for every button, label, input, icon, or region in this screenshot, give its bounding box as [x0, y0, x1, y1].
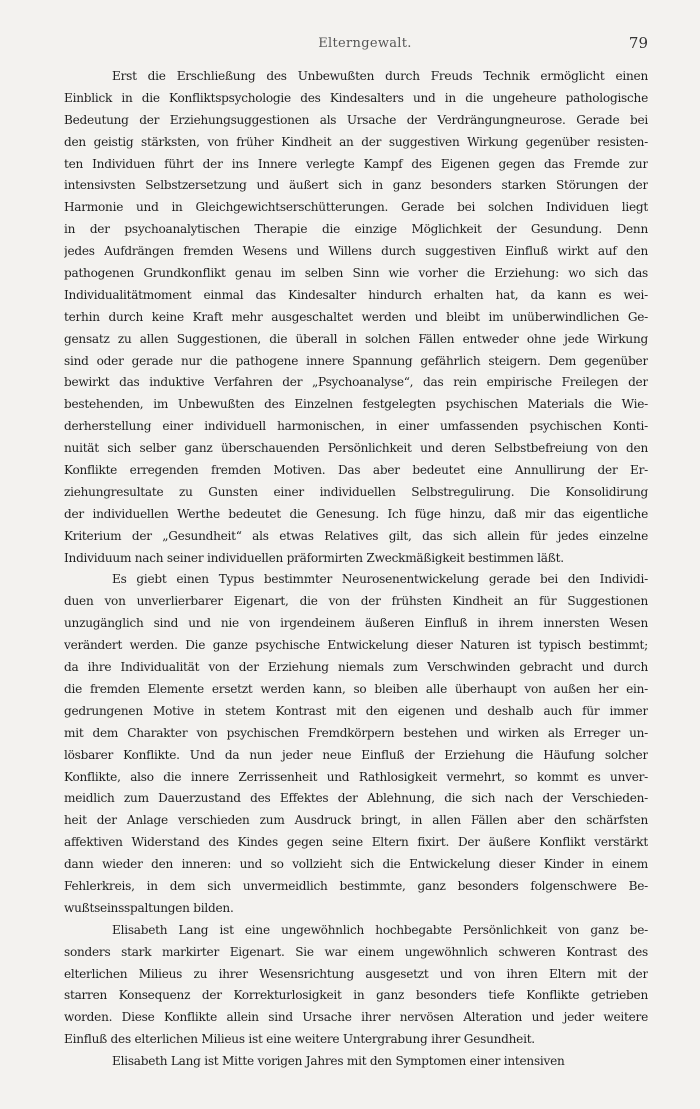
text-line: jedes Aufdrängen fremden Wesens und Willens durch suggestiven Einfluß wirkt auf den	[64, 244, 648, 259]
text-line: Bedeutung der Erziehungsuggestionen als Ursache der Verdrängungneurose. Gerade bei	[64, 112, 648, 127]
text-line: Elisabeth Lang ist eine ungewöhnlich hochbegabte Persönlichkeit von ganz be-	[112, 922, 648, 937]
text-line: die fremden Elemente ersetzt werden kann, so bleiben alle überhaupt von außen her ein-	[64, 681, 648, 696]
text-line: Einblick in die Konfliktspsychologie des Kindesalters und in die ungeheure pathologische	[64, 90, 648, 105]
text-line: gensatz zu allen Suggestionen, die überall in solchen Fällen entweder ohne jede Wirkung	[64, 331, 648, 346]
text-line: heit der Anlage verschieden zum Ausdruck bringt, in allen Fällen aber den schärfsten	[64, 813, 648, 828]
text-line: Einfluß des elterlichen Milieus ist eine weitere Untergrabung ihrer Gesundheit.	[64, 1032, 535, 1047]
text-line: Es giebt einen Typus bestimmter Neurosenentwickelung gerade bei den Individi-	[112, 572, 648, 587]
text-line: den geistig stärksten, von früher Kindheit an der suggestiven Wirkung gegenüber resisten-	[64, 134, 648, 149]
text-line: wußtseinsspaltungen bilden.	[64, 900, 234, 915]
text-line: elterlichen Milieus zu ihrer Wesensrichtung ausgesetzt und von ihren Eltern mit der	[64, 966, 648, 981]
paragraph	[64, 1051, 648, 1073]
text-line: Fehlerkreis, in dem sich unvermeidlich bestimmte, ganz besonders folgenschwere Be-	[64, 878, 648, 893]
text-line: worden. Diese Konflikte allein sind Ursache ihrer nervösen Alteration und jeder weitere	[64, 1010, 648, 1025]
running-title: Elterngewalt.	[318, 36, 412, 51]
paragraph	[64, 569, 648, 919]
text-line: Konflikte erregenden fremden Motiven. Das aber bedeutet eine Annullirung der Er-	[64, 463, 648, 478]
text-line: derherstellung einer individuell harmonischen, in einer umfassenden psychischen Konti-	[64, 419, 648, 434]
text-line: Elisabeth Lang ist Mitte vorigen Jahres mit den Symptomen einer intensiven	[112, 1054, 565, 1069]
text-line: dann wieder den inneren: und so vollzieht sich die Entwickelung dieser Kinder in einem	[64, 857, 648, 872]
text-line: Konflikte, also die innere Zerrissenheit und Rathlosigkeit vermehrt, so kommt es unver-	[64, 769, 648, 784]
text-line: bewirkt das induktive Verfahren der „Psychoanalyse“, das rein empirische Freilegen der	[64, 375, 648, 390]
text-line: starren Konsequenz der Korrekturlosigkeit in ganz besonders tiefe Konflikte getrieben	[64, 988, 648, 1003]
text-line: duen von unverlierbarer Eigenart, die von der frühsten Kindheit an für Suggestionen	[64, 594, 648, 609]
text-line: Erst die Erschließung des Unbewußten durch Freuds Technik ermöglicht einen	[112, 69, 648, 83]
body-text	[64, 66, 648, 1073]
text-line: mit dem Charakter von psychischen Fremdkörpern bestehen und wirken als Erreger un-	[64, 725, 648, 740]
text-line: in der psychoanalytischen Therapie die einzige Möglichkeit der Gesundung. Denn	[64, 222, 648, 237]
paragraph	[64, 66, 648, 569]
page-header	[80, 36, 650, 58]
text-line: Kriterium der „Gesundheit“ als etwas Relatives gilt, das sich allein für jedes einzelne	[64, 528, 648, 543]
text-line: Individuum nach seiner individuellen präformirten Zweckmäßigkeit bestimmen läßt.	[64, 550, 564, 565]
text-line: affektiven Widerstand des Kindes gegen seine Eltern fixirt. Der äußere Konflikt verstärkt	[64, 835, 648, 850]
paragraph	[64, 920, 648, 1051]
text-line: da ihre Individualität von der Erziehung niemals zum Verschwinden gebracht und durch	[64, 660, 648, 675]
text-line: unzugänglich sind und nie von irgendeinem äußeren Einfluß in ihrem innersten Wesen	[64, 616, 648, 631]
text-line: lösbarer Konflikte. Und da nun jeder neue Einfluß der Erziehung die Häufung solcher	[64, 747, 648, 762]
text-line: sonders stark markirter Eigenart. Sie war einem ungewöhnlich schweren Kontrast des	[64, 944, 648, 959]
text-line: der individuellen Werthe bedeutet die Genesung. Ich füge hinzu, daß mir das eigentliche	[64, 506, 648, 521]
text-line: Harmonie und in Gleichgewichtserschütterungen. Gerade bei solchen Individuen liegt	[64, 200, 648, 215]
text-line: nuität sich selber ganz überschauenden Persönlichkeit und deren Selbstbefreiung von den	[64, 441, 648, 456]
text-line: bestehenden, im Unbewußten des Einzelnen festgelegten psychischen Materials die Wie-	[64, 397, 648, 412]
text-line: Individualitätmoment einmal das Kindesalter hindurch erhalten hat, da kann es wei-	[64, 287, 648, 302]
page-number: 79	[628, 34, 648, 52]
text-line: ten Individuen führt der ins Innere verlegte Kampf des Eigenen gegen das Fremde zur	[64, 156, 648, 171]
text-line: sind oder gerade nur die pathogene innere Spannung gefährlich steigern. Dem gegenüber	[64, 353, 648, 368]
text-line: terhin durch keine Kraft mehr ausgeschaltet werden und bleibt im unüberwindlichen Ge-	[64, 309, 648, 324]
text-line: verändert werden. Die ganze psychische Entwickelung dieser Naturen ist typisch bestimmt;	[64, 638, 648, 653]
text-line: pathogenen Grundkonflikt genau im selben Sinn wie vorher die Erziehung: wo sich das	[64, 266, 648, 281]
text-line: ziehungresultate zu Gunsten einer individuellen Selbstregulirung. Die Konsolidirung	[64, 484, 648, 499]
text-line: gedrungenen Motive in stetem Kontrast mit den eigenen und deshalb auch für immer	[64, 703, 648, 718]
text-line: intensivsten Selbstzersetzung und äußert sich in ganz besonders starken Störungen der	[64, 178, 648, 193]
text-line: meidlich zum Dauerzustand des Effektes der Ablehnung, die sich nach der Verschieden-	[64, 791, 648, 806]
